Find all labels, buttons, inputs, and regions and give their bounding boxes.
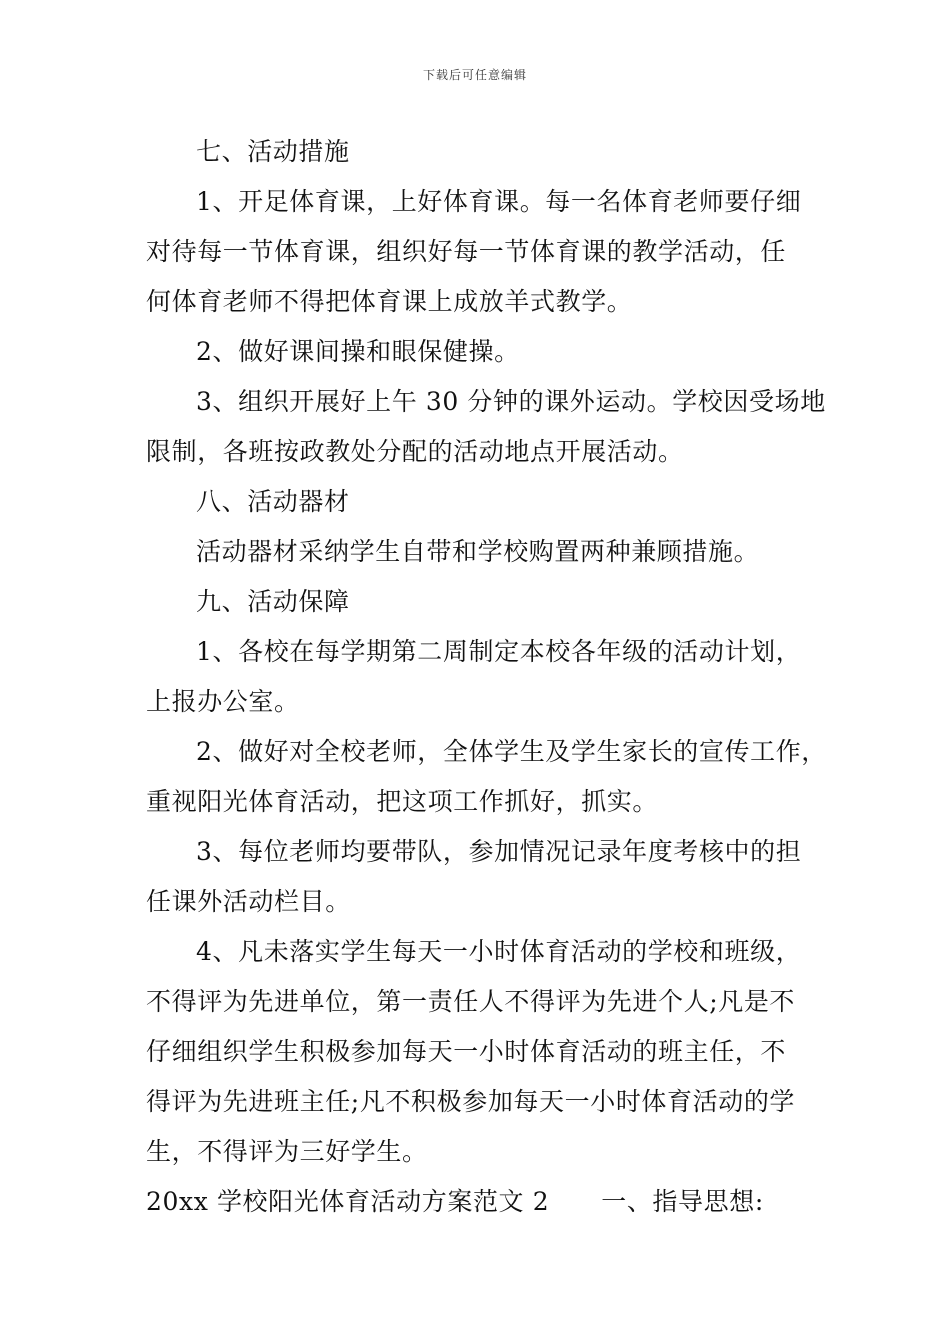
document-title-line <box>146 1177 811 1227</box>
paragraph-line: 1、开足体育课，上好体育课。每一名体育老师要仔细 <box>196 187 802 216</box>
document-title: 20xx 学校阳光体育活动方案范文 2 <box>146 1187 550 1216</box>
document-body <box>146 127 827 1227</box>
section-heading-equipment: 八、活动器材 <box>196 487 350 516</box>
paragraph-line: 不得评为先进单位，第一责任人不得评为先进个人;凡是不 <box>146 987 796 1016</box>
paragraph-line: 3、组织开展好上午 30 分钟的课外运动。学校因受场地 <box>196 387 826 416</box>
paragraph-line: 上报办公室。 <box>146 687 300 716</box>
paragraph-line: 1、各校在每学期第二周制定本校各年级的活动计划， <box>196 637 802 666</box>
section-heading-measures: 七、活动措施 <box>196 137 350 166</box>
paragraph-line: 2、做好课间操和眼保健操。 <box>196 337 520 366</box>
paragraph-line: 活动器材采纳学生自带和学校购置两种兼顾措施。 <box>196 537 760 566</box>
paragraph-line: 仔细组织学生积极参加每天一小时体育活动的班主任，不 <box>146 1037 787 1066</box>
paragraph-line: 对待每一节体育课，组织好每一节体育课的教学活动，任 <box>146 237 787 266</box>
paragraph-line: 生，不得评为三好学生。 <box>146 1137 428 1166</box>
paragraph-line: 限制，各班按政教处分配的活动地点开展活动。 <box>146 437 684 466</box>
paragraph-line: 何体育老师不得把体育课上成放羊式教学。 <box>146 287 633 316</box>
paragraph-line: 2、做好对全校老师，全体学生及学生家长的宣传工作， <box>196 737 827 766</box>
section-heading-guiding-ideology: 一、指导思想: <box>601 1187 764 1216</box>
paragraph-line: 4、凡未落实学生每天一小时体育活动的学校和班级， <box>196 937 802 966</box>
paragraph-line: 3、每位老师均要带队，参加情况记录年度考核中的担 <box>196 837 802 866</box>
paragraph-line: 任课外活动栏目。 <box>146 887 351 916</box>
section-heading-guarantee: 九、活动保障 <box>196 587 350 616</box>
paragraph-line: 重视阳光体育活动，把这项工作抓好，抓实。 <box>146 787 659 816</box>
paragraph-line: 得评为先进班主任;凡不积极参加每天一小时体育活动的学 <box>146 1087 796 1116</box>
page-header-note: 下载后可任意编辑 <box>422 68 527 82</box>
